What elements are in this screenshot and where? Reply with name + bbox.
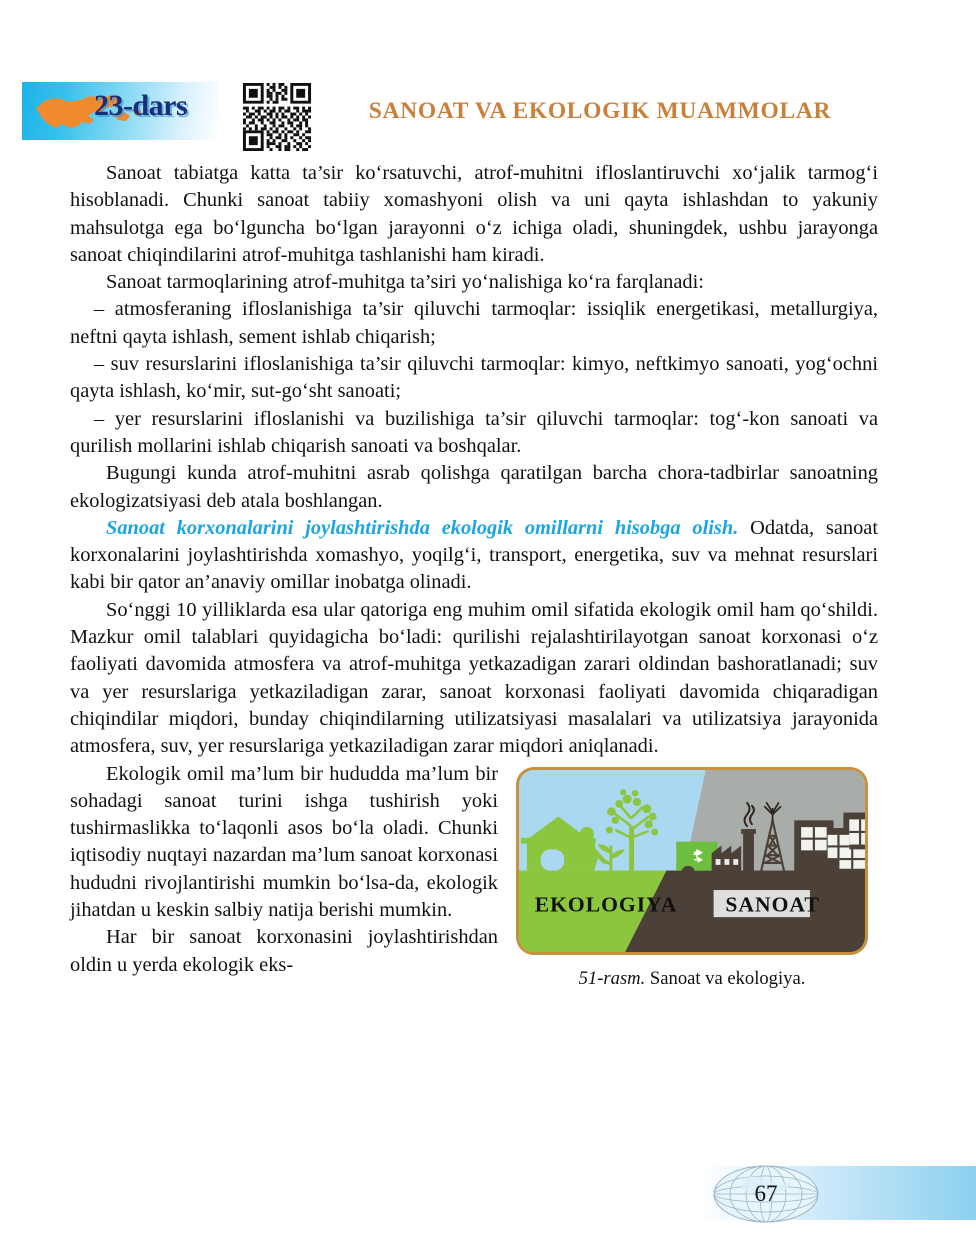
figure-caption-number: 51-rasm. (578, 967, 646, 989)
page-title: SANOAT VA EKOLOGIK MUAMMOLAR (368, 98, 832, 124)
paragraph-requirements: So‘nggi 10 yilliklarda esa ular qatoriga eng muhim omil sifatida ekologik omil ham qo‘shildi. Mazkur omil talablari quyidagicha bo‘ladi: qurilishi rejalashtirilayotgan sanoat korxonasi o‘z faoliyati davomida atmosfera va atrof-muhitga yetkazadigan zarari oldindan bashoratlanadi; suv va yer resurslariga yetkaziladigan zarar, sanoat korxonasi faoliyati davomida chiqaradigan chiqindilar miqdori, bunday chiqindilarning utilizatsiyasi masalalari va utilizatsiya jarayonida atmosfera, suv, yer resurslariga yetkaziladigan zarar miqdori aniqlanadi. (70, 598, 878, 758)
key-term-body: Odatda, sanoat korxonalarini joylashtirishda xomashyo, yoqilg‘i, transport, energetika, suv va mehnat resurslari kabi bir qator an’anaviy omillar inobatga olinadi. (70, 516, 878, 594)
paragraph-ecological-factor: Ekologik omil ma’lum bir hududda ma’lum bir sohadagi sanoat turini ishga tushirish yoki tushirmaslikka to‘laqonli asos bo‘la oladi. Chunki iqtisodiy nuqtayi nazardan ma’lum sanoat korxonasi hududni rivojlantirishi mumkin bo‘lsa-da, ekologik jihatdan u keskin salbiy natija berishi mumkin. (70, 762, 498, 922)
figure-image (516, 767, 868, 955)
key-term-highlight: Sanoat korxonalarini joylashtirishda ekologik omillarni hisobga olish. (106, 516, 739, 539)
bullet-water: – suv resurslarini ifloslanishiga ta’sir qiluvchi tarmoqlar: kimyo, neftkimyo sanoati, yog‘ochni qayta ishlash, ko‘mir, sut-go‘sht sanoati; (70, 353, 878, 403)
figure-text-wrap-zone (70, 761, 878, 989)
paragraph-ecologization: Bugungi kunda atrof-muhitni asrab qolishga qaratilgan barcha chora-tadbirlar sanoatning ekologizatsiyasi deb atala boshlangan. (70, 462, 878, 512)
bullet-land: – yer resurslarini ifloslanishi va buzilishiga ta’sir qiluvchi tarmoqlar: tog‘-kon sanoati va qurilish mollarini ishlab chiqarish sanoati va boshqalar. (70, 407, 878, 457)
figure-label-sanoat: SANOAT (725, 892, 820, 916)
paragraph-branches-lead: Sanoat tarmoqlarining atrof-muhitga ta’siri yo‘nalishiga ko‘ra farqlanadi: (106, 271, 704, 294)
page-header (0, 0, 976, 150)
figure-caption (516, 968, 868, 990)
paragraph-term-definition (70, 515, 878, 597)
lesson-number-label: 23-dars (94, 89, 188, 122)
bullet-atmosphere: – atmosferaning ifloslanishiga ta’sir qiluvchi tarmoqlar: issiqlik energetikasi, metallurgiya, neftni qayta ishlash, sement ishlab chiqarish; (70, 298, 878, 348)
page-footer (0, 1160, 976, 1234)
figure-label-ekologiya: EKOLOGIYA (534, 892, 678, 916)
paragraph-expertise-continued: Har bir sanoat korxonasini joylashtirishdan oldin u yerda ekologik eks- (70, 926, 498, 976)
figure-container (516, 767, 878, 990)
figure-caption-text: Sanoat va ekologiya. (649, 967, 806, 989)
qr-code-icon[interactable] (240, 80, 314, 154)
page-number: 67 (754, 1181, 778, 1206)
lesson-banner (22, 82, 218, 140)
article-body (70, 160, 878, 994)
ecology-industry-illustration (519, 770, 865, 952)
paragraph-intro: Sanoat tabiatga katta ta’sir ko‘rsatuvchi, atrof-muhitni ifloslantiruvchi xo‘jalik tarmog‘i hisoblanadi. Chunki sanoat tabiiy xomashyoni olish va uni qayta ishlashdan to yakuniy mahsulotga ega bo‘lguncha bo‘lgan jarayonni o‘z ichiga oladi, shuningdek, ushbu jarayonga sanoat chiqindilarini atrof-muhitga tashlanishi ham kiradi. (70, 162, 878, 266)
